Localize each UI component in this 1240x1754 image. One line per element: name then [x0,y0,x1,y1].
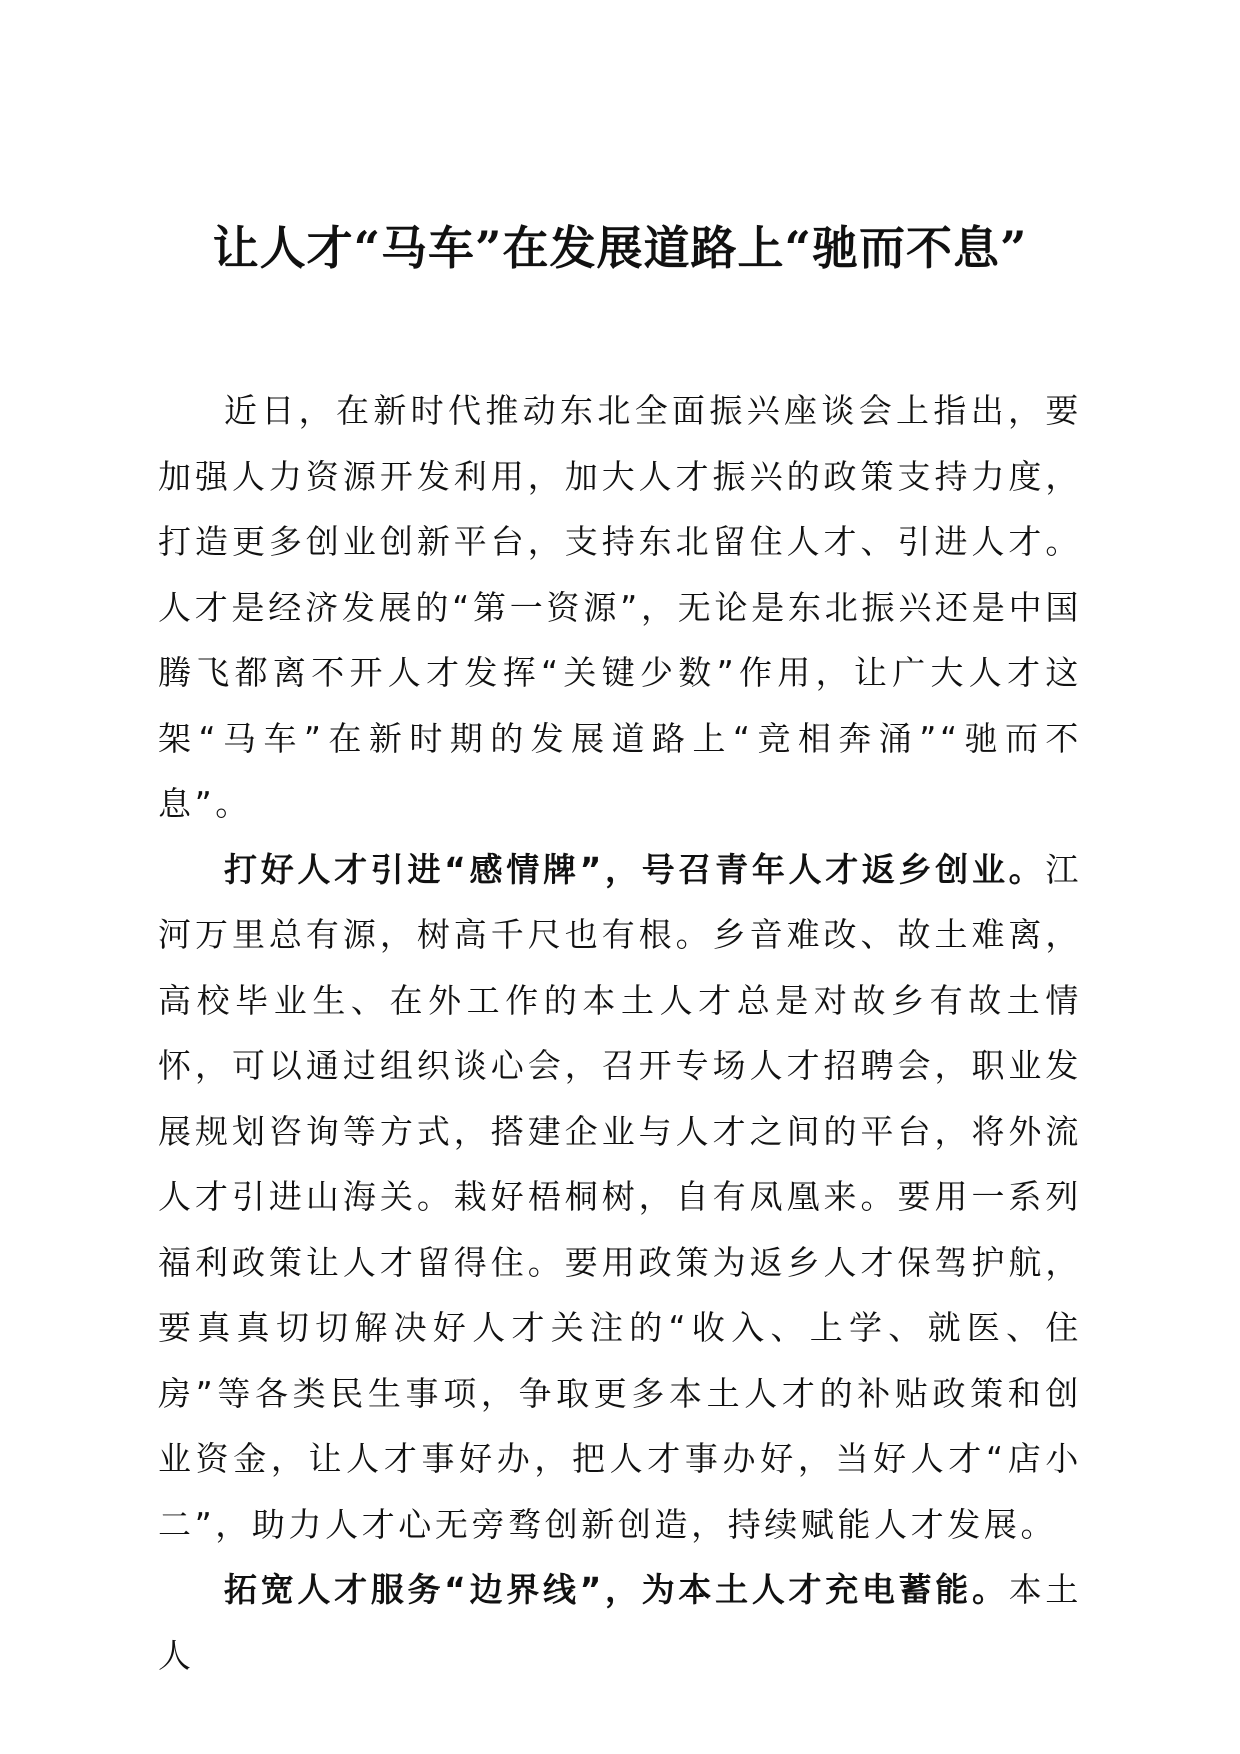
paragraph-text: 近日，在新时代推动东北全面振兴座谈会上指出，要加强人力资源开发利用，加大人才振兴的政策支持力度，打造更多创业创新平台，支持东北留住人才、引进人才。人才是经济发展的“第一资源”，无论是东北振兴还是中国腾飞都离不开人才发挥“关键少数”作用，让广大人才这架“马车”在新时期的发展道路上“竞相奔涌”“驰而不息”。 [158,391,1082,823]
paragraph-lead: 打好人才引进“感情牌”，号召青年人才返乡创业。 [224,849,1046,889]
document-title: 让人才“马车”在发展道路上“驰而不息” [212,221,1028,275]
paragraph-intro [158,378,1082,837]
paragraph-talent-service [158,1557,1082,1688]
paragraph-talent-attraction [158,837,1082,1558]
paragraph-text: 本土人 [158,1570,1082,1675]
paragraph-text: 江河万里总有源，树高千尺也有根。乡音难改、故土难离，高校毕业生、在外工作的本土人才总是对故乡有故土情怀，可以通过组织谈心会，召开专场人才招聘会，职业发展规划咨询等方式，搭建企业与人才之间的平台，将外流人才引进山海关。栽好梧桐树，自有凤凰来。要用一系列福利政策让人才留得住。要用政策为返乡人才保驾护航，要真真切切解决好人才关注的“收入、上学、就医、住房”等各类民生事项，争取更多本土人才的补贴政策和创业资金，让人才事好办，把人才事办好，当好人才“店小二”，助力人才心无旁骛创新创造，持续赋能人才发展。 [158,849,1082,1544]
document-body [158,378,1082,1688]
paragraph-lead: 拓宽人才服务“边界线”，为本土人才充电蓄能。 [224,1570,1009,1609]
